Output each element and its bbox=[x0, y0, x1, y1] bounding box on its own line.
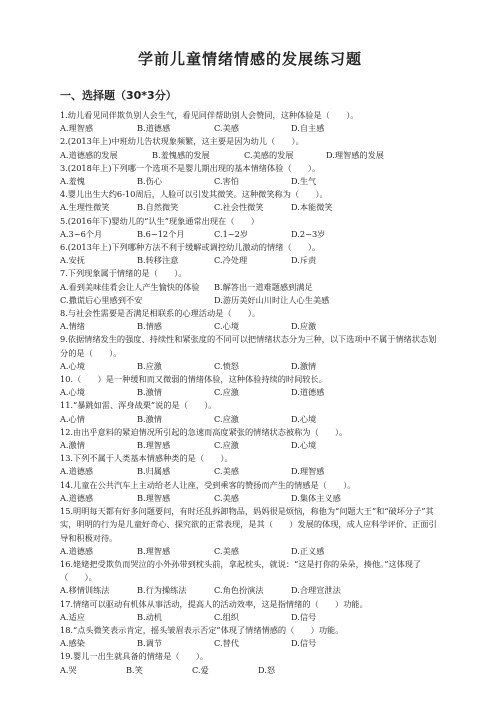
answer-option: C.组织 bbox=[214, 611, 239, 622]
answer-option: B.情感 bbox=[137, 321, 162, 332]
answer-option: A.感染 bbox=[60, 638, 85, 649]
question-item bbox=[60, 373, 440, 399]
question-item bbox=[60, 399, 440, 425]
answer-option: A.看到美味佳肴会让人产生愉快的体验 bbox=[60, 281, 200, 292]
answer-option: A.移情训练法 bbox=[60, 585, 110, 596]
answer-options bbox=[60, 637, 440, 650]
question-text: 6.(2013年上)下列哪种方法不利于缓解或调控幼儿激动的情绪（ ）。 bbox=[60, 242, 321, 253]
answer-option: B.伤心 bbox=[137, 176, 162, 187]
answer-option: D.道德感 bbox=[291, 387, 325, 398]
answer-option: D.怒 bbox=[258, 664, 276, 675]
question-item bbox=[60, 624, 440, 650]
answer-options bbox=[60, 320, 440, 333]
answer-option: C.爱 bbox=[192, 664, 209, 675]
question-text: 17.情绪可以驱动有机体从事活动，提高人的活动效率，这是指情绪的（ ）功能。 bbox=[60, 598, 368, 609]
answer-option: B.行为操练法 bbox=[137, 585, 187, 596]
answer-option: C.美感 bbox=[214, 545, 239, 556]
question-item bbox=[60, 135, 440, 161]
question-text: 4.婴儿出生大约6-10周后，人脸可以引发其微笑。这种微笑称为（ ）。 bbox=[60, 189, 328, 200]
answer-option: B.激情 bbox=[137, 413, 162, 424]
question-list bbox=[60, 109, 440, 677]
answer-option: C.应激 bbox=[214, 440, 239, 451]
answer-options bbox=[60, 122, 440, 135]
answer-option: C.社会性微笑 bbox=[214, 202, 264, 213]
answer-option: D.2~3岁 bbox=[291, 228, 326, 239]
answer-options bbox=[60, 664, 440, 677]
answer-option: C.美感的发展 bbox=[244, 149, 294, 160]
answer-option: A.道德感的发展 bbox=[60, 149, 118, 160]
document-title: 学前儿童情绪情感的发展练习题 bbox=[137, 50, 362, 68]
answer-options bbox=[60, 465, 440, 478]
answer-option: B.应激 bbox=[137, 360, 162, 371]
answer-option: C.害怕 bbox=[214, 176, 239, 187]
answer-option: B.归属感 bbox=[137, 466, 171, 477]
answer-option: D.信号 bbox=[291, 611, 317, 622]
answer-option: A.道德感 bbox=[60, 466, 94, 477]
question-item bbox=[60, 650, 440, 676]
question-text: 10.（ ）是一种缓和而又微弱的情绪体验，这种体验持续的时间较长。 bbox=[60, 374, 327, 385]
answer-options bbox=[60, 294, 440, 307]
question-item bbox=[60, 598, 440, 624]
answer-option: A.安抚 bbox=[60, 255, 85, 266]
question-item bbox=[60, 109, 440, 135]
answer-option: C.应激 bbox=[214, 387, 239, 398]
answer-option: C.替代 bbox=[214, 638, 239, 649]
answer-options bbox=[60, 175, 440, 188]
answer-option: B.6~12个月 bbox=[137, 228, 185, 239]
question-text: 2.(2013年上)中班幼儿告状现象频繁，这主要是因为幼儿（ ）。 bbox=[60, 136, 304, 147]
question-item bbox=[60, 215, 440, 241]
question-item bbox=[60, 267, 440, 307]
answer-option: A.心境 bbox=[60, 387, 85, 398]
question-text: 5.(2016年下)婴幼儿的“认生”现象通常出现在（ ） bbox=[60, 215, 259, 226]
question-item bbox=[60, 452, 440, 478]
answer-option: B.动机 bbox=[137, 611, 162, 622]
question-text: 14.儿童在公共汽车上主动给老人让座，受到乘客的赞扬而产生的情感是（ ）。 bbox=[60, 479, 356, 490]
question-item bbox=[60, 505, 440, 558]
answer-option: D.集体主义感 bbox=[291, 492, 341, 503]
answer-option: B.转移注意 bbox=[137, 255, 179, 266]
answer-option: D.斥责 bbox=[291, 255, 317, 266]
answer-option: D.合理宣泄法 bbox=[291, 585, 341, 596]
question-text: 11.“暴跳如雷、浑身战栗”说的是（ ）。 bbox=[60, 400, 217, 411]
answer-option: B.激情 bbox=[137, 387, 162, 398]
answer-option: A.生理性微笑 bbox=[60, 202, 110, 213]
question-text: 7.下列现象属于情绪的是（ ）。 bbox=[60, 268, 187, 279]
answer-options bbox=[60, 201, 440, 214]
question-text: 19.婴儿一出生就具备的情绪是（ ）。 bbox=[60, 651, 209, 662]
answer-option: B.理智感 bbox=[137, 492, 171, 503]
answer-options bbox=[60, 413, 440, 426]
answer-option: D.正义感 bbox=[291, 545, 325, 556]
answer-option: C.美感 bbox=[214, 492, 239, 503]
answer-options bbox=[60, 545, 440, 558]
section-heading: 一、选择题（30*3分） bbox=[60, 89, 177, 102]
question-item bbox=[60, 479, 440, 505]
question-text: 16.姥姥把受欺负而哭泣的小外孙带到枕头前，拿起枕头，就说：“这是打你的朵朵，揍他。”这体现了（ ）。 bbox=[60, 558, 422, 583]
answer-option: D.生气 bbox=[291, 176, 317, 187]
answer-option: C.美感 bbox=[214, 123, 239, 134]
answer-option: A.心情 bbox=[60, 413, 85, 424]
question-item bbox=[60, 307, 440, 333]
question-item bbox=[60, 558, 440, 598]
question-text: 13.下列不属于人类基本情感种类的是（ ）。 bbox=[60, 453, 233, 464]
answer-option: B.羞愧感的发展 bbox=[152, 149, 210, 160]
answer-option: A.情绪 bbox=[60, 321, 85, 332]
answer-options bbox=[60, 254, 440, 267]
question-text: 18.“点头微笑表示肯定，摇头皱眉表示否定”体现了情绪情感的（ ）功能。 bbox=[60, 624, 344, 635]
answer-option: D.心境 bbox=[291, 440, 317, 451]
question-text: 1.幼儿看见同伴欺负别人会生气，看见同伴帮助别人会赞同，这种体验是（ ）。 bbox=[60, 110, 359, 120]
answer-option: C.1~2岁 bbox=[214, 228, 249, 239]
answer-option: C.应激 bbox=[214, 413, 239, 424]
question-item bbox=[60, 333, 440, 373]
question-item bbox=[60, 162, 440, 188]
answer-option: A.道德感 bbox=[60, 492, 94, 503]
answer-options bbox=[60, 360, 440, 373]
question-text: 9.依据情绪发生的强度、持续性和紧张度的不同可以把情绪状态分为三种，以下选项中不属于情绪状态划分的是（ ）。 bbox=[60, 334, 437, 358]
answer-options bbox=[60, 386, 440, 399]
answer-option: C.愤怒 bbox=[214, 360, 239, 371]
answer-option: A.心境 bbox=[60, 360, 85, 371]
question-text: 3.(2018年上)下列哪一个选项不是婴儿期出现的基本情绪体验（ ）。 bbox=[60, 162, 321, 173]
answer-option: A.哭 bbox=[60, 664, 77, 675]
answer-option: D.本能微笑 bbox=[291, 202, 333, 213]
question-text: 8.与社会性需要是否满足相联系的心理活动是（ ）。 bbox=[60, 308, 261, 319]
answer-option: B.理智感 bbox=[137, 545, 171, 556]
question-item bbox=[60, 188, 440, 214]
answer-options bbox=[60, 149, 440, 162]
answer-options bbox=[60, 228, 440, 241]
answer-option: D.心境 bbox=[291, 413, 317, 424]
answer-option: C.美感 bbox=[214, 466, 239, 477]
question-item bbox=[60, 426, 440, 452]
answer-option: D.应激 bbox=[291, 321, 317, 332]
answer-option: B.自然微笑 bbox=[137, 202, 179, 213]
answer-option: C.冷处理 bbox=[214, 255, 248, 266]
answer-option: A.羞愧 bbox=[60, 176, 85, 187]
answer-option: D.激情 bbox=[291, 360, 317, 371]
answer-options bbox=[60, 584, 440, 597]
answer-option: B.调节 bbox=[137, 638, 162, 649]
answer-option: D.游历美好山川时让人心生美感 bbox=[214, 294, 330, 305]
answer-options bbox=[60, 611, 440, 624]
answer-option: B.理智感 bbox=[137, 440, 171, 451]
question-item bbox=[60, 241, 440, 267]
answer-option: A.激情 bbox=[60, 440, 85, 451]
answer-option: D.自主感 bbox=[291, 123, 325, 134]
answer-option: C.撒谎后心里感到不安 bbox=[60, 294, 143, 305]
answer-option: C.角色扮演法 bbox=[214, 585, 264, 596]
answer-options bbox=[60, 492, 440, 505]
answer-options bbox=[60, 439, 440, 452]
answer-option: B.笑 bbox=[126, 664, 143, 675]
answer-option: D.理智感的发展 bbox=[326, 149, 384, 160]
question-text: 12.由出乎意料的紧迫情况所引起的急速而高度紧张的情绪状态被称为（ ）。 bbox=[60, 426, 348, 437]
answer-options bbox=[60, 281, 440, 294]
answer-option: B.道德感 bbox=[137, 123, 171, 134]
answer-option: C.心境 bbox=[214, 321, 239, 332]
answer-option: A.理智感 bbox=[60, 123, 94, 134]
answer-option: D.理智感 bbox=[291, 466, 325, 477]
answer-option: A.适应 bbox=[60, 611, 85, 622]
answer-option: A.3~6个月 bbox=[60, 228, 103, 239]
answer-option: B.解答出一道难题感到满足 bbox=[214, 281, 313, 292]
answer-option: D.信号 bbox=[291, 638, 317, 649]
answer-option: A.道德感 bbox=[60, 545, 94, 556]
question-text: 15.明明每天都有好多问题要问，有时还乱拆卸物品，妈妈很是烦恼，称他为“问题大王”和“破坏分子”其实，明明的行为是儿童好奇心、探究欲的正常表现，是其（ ）发展的体现，成人应科学评价、正面引导和积极对待。 bbox=[60, 506, 437, 543]
